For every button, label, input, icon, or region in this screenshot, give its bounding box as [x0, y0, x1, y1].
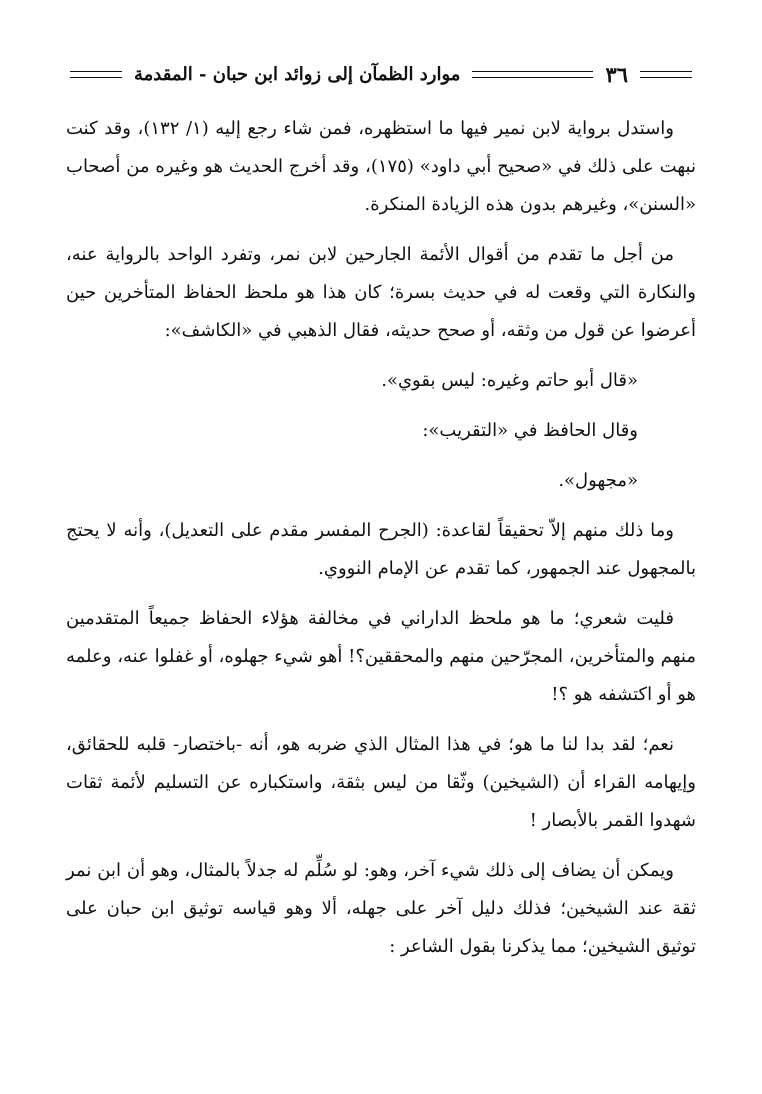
- page-header: [70, 58, 692, 90]
- header-rule-middle: [472, 71, 593, 78]
- header-rule-right: [640, 71, 692, 78]
- paragraph: ويمكن أن يضاف إلى ذلك شيء آخر، وهو: لو سُلِّم له جدلاً بالمثال، وهو أن ابن نمر ثقة عند الشيخين؛ فذلك دليل آخر على جهله، ألا وهو قياسه توثيق ابن حبان على توثيق الشيخين؛ مما يذكرنا بقول الشاعر :: [66, 860, 696, 957]
- paragraph: نعم؛ لقد بدا لنا ما هو؛ في هذا المثال الذي ضربه هو، أنه -باختصار- قلبه للحقائق، وإيهامه القراء أن (الشيخين) وثّقا من ليس بثقة، واستكباره عن التسليم لأئمة ثقات شهدوا القمر بالأبصار !: [66, 734, 696, 831]
- paragraph: فليت شعري؛ ما هو ملحظ الداراني في مخالفة هؤلاء الحفاظ جميعاً المتقدمين منهم والمتأخرين، المجرّحين منهم والمحققين؟! أهو شيء جهلوه، أو غفلوا عنه، وعلمه هو أو اكتشفه هو ؟!: [66, 608, 696, 705]
- paragraph: وما ذلك منهم إلاّ تحقيقاً لقاعدة: (الجرح المفسر مقدم على التعديل)، وأنه لا يحتج بالمجهول عند الجمهور، كما تقدم عن الإمام النووي.: [66, 520, 696, 579]
- page-number: ٣٦: [605, 61, 628, 87]
- quote-line: وقال الحافظ في «التقريب»:: [422, 420, 638, 441]
- running-title: موارد الظمآن إلى زوائد ابن حبان - المقدمة: [134, 63, 461, 85]
- quote-line: «قال أبو حاتم وغيره: ليس بقوي».: [381, 370, 638, 391]
- quote-line: «مجهول».: [558, 470, 638, 491]
- body-text: [66, 110, 696, 978]
- paragraph: من أجل ما تقدم من أقوال الأئمة الجارحين لابن نمر، وتفرد الواحد بالرواية عنه، والنكارة التي وقعت له في حديث بسرة؛ كان هذا هو ملحظ الحفاظ المتأخرين حين أعرضوا عن قول من وثقه، أو صحح حديثه، فقال الذهبي في «الكاشف»:: [66, 244, 696, 341]
- header-rule-left: [70, 71, 122, 78]
- paragraph: واستدل برواية لابن نمير فيها ما استظهره، فمن شاء رجع إليه (١/ ١٣٢)، وقد كنت نبهت على ذلك في «صحيح أبي داود» (١٧٥)، وقد أخرج الحديث هو وغيره من أصحاب «السنن»، وغيرهم بدون هذه الزيادة المنكرة.: [66, 118, 696, 215]
